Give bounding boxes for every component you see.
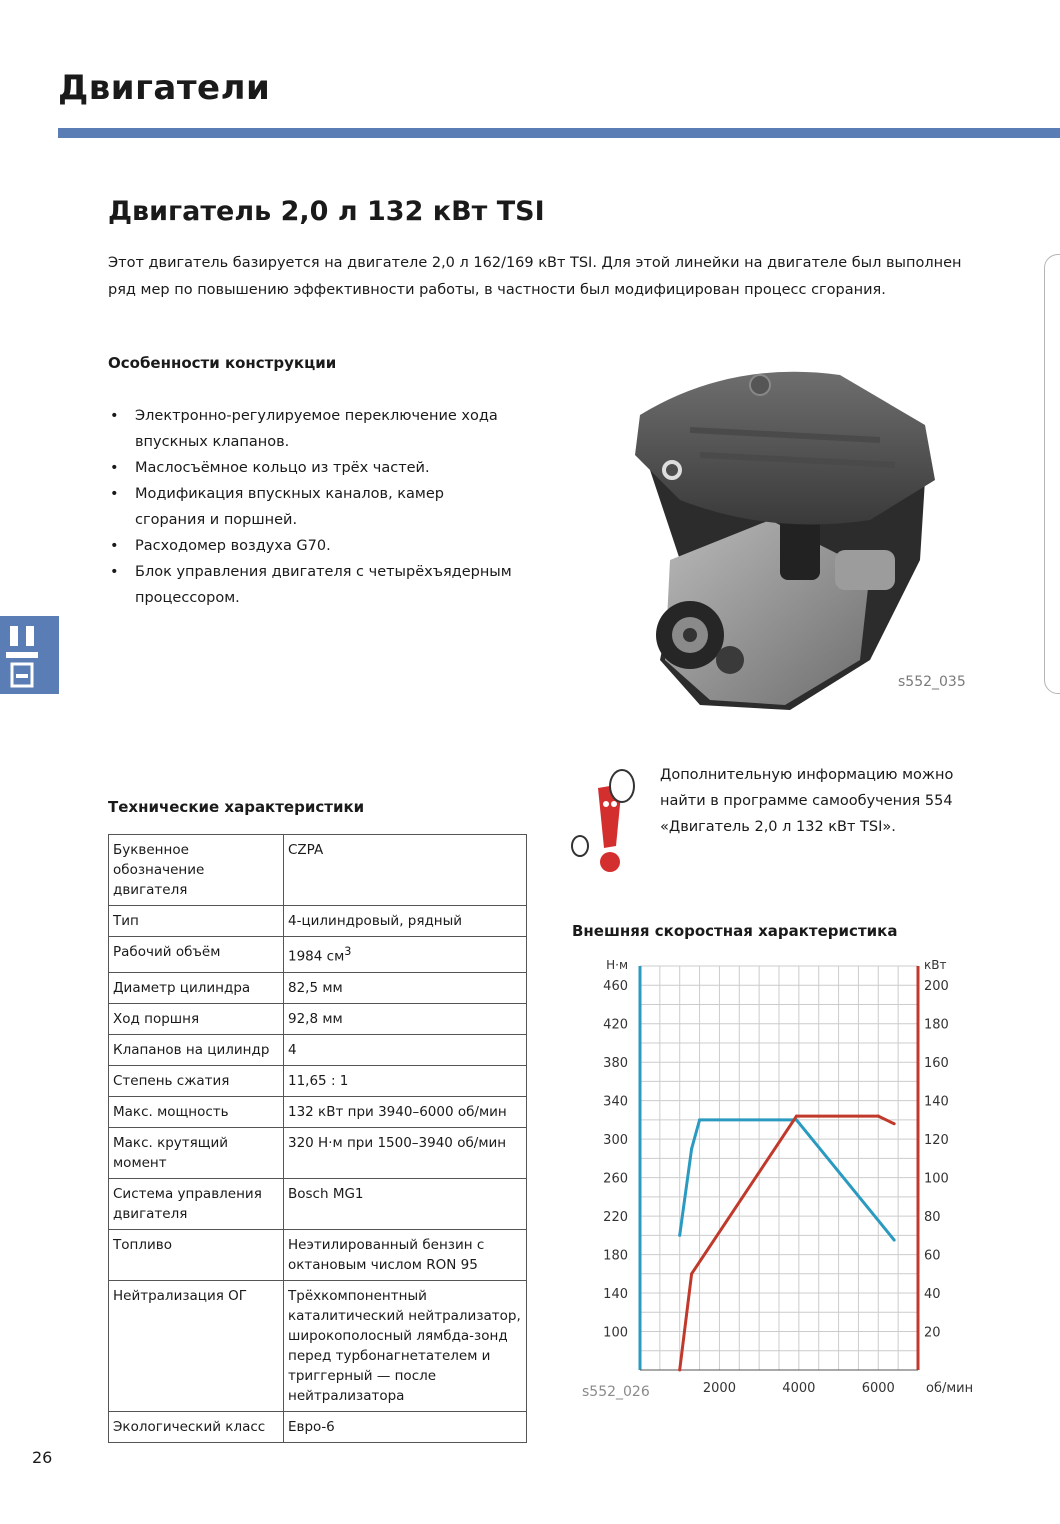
power-point bbox=[678, 1369, 681, 1372]
power-point bbox=[893, 1122, 896, 1125]
engine-image bbox=[620, 360, 940, 715]
table-row bbox=[109, 1229, 527, 1280]
torque-curve bbox=[680, 1120, 895, 1240]
table-row bbox=[109, 972, 527, 1003]
y-right-tick-label: 160 bbox=[924, 1056, 949, 1072]
list-item: • Блок управления двигателя с четырёхъядерным процессором. bbox=[108, 559, 518, 611]
spec-key: Макс. мощность bbox=[109, 1096, 284, 1127]
spec-value: 4 bbox=[284, 1034, 527, 1065]
power-point bbox=[690, 1272, 693, 1275]
spec-key: Буквенное обозначение двигателя bbox=[109, 835, 284, 906]
y-left-tick-label: 300 bbox=[603, 1133, 628, 1149]
chart-title: Внешняя скоростная характеристика bbox=[572, 922, 898, 940]
y-right-tick-label: 200 bbox=[924, 979, 949, 995]
x-tick-label: 2000 bbox=[702, 1381, 736, 1396]
table-row bbox=[109, 937, 527, 973]
x-tick-label: 4000 bbox=[782, 1381, 816, 1396]
spec-value: Трёхкомпонентный каталитический нейтрализатор, широкополосный лямбда-зонд перед турбонагнетателем и триггерный — после нейтрализатора bbox=[284, 1280, 527, 1411]
power-point bbox=[877, 1115, 880, 1118]
right-edge-tab bbox=[1044, 254, 1060, 694]
page-number: 26 bbox=[32, 1448, 53, 1467]
table-row bbox=[109, 906, 527, 937]
spec-value: CZPA bbox=[284, 835, 527, 906]
table-row bbox=[109, 1003, 527, 1034]
table-row bbox=[109, 1065, 527, 1096]
spec-value: Неэтилированный бензин с октановым числом RON 95 bbox=[284, 1229, 527, 1280]
unit-superscript: 3 bbox=[344, 945, 352, 958]
x-axis-label: об/мин bbox=[926, 1381, 974, 1396]
spec-value: Bosch MG1 bbox=[284, 1178, 527, 1229]
table-row bbox=[109, 1411, 527, 1442]
y-right-tick-label: 40 bbox=[924, 1287, 941, 1303]
features-heading: Особенности конструкции bbox=[108, 354, 337, 372]
features-list bbox=[108, 403, 518, 611]
spec-value: Евро-6 bbox=[284, 1411, 527, 1442]
spec-key: Топливо bbox=[109, 1229, 284, 1280]
y-left-tick-label: 460 bbox=[603, 979, 628, 995]
table-row bbox=[109, 1034, 527, 1065]
spec-key: Экологический класс bbox=[109, 1411, 284, 1442]
y-left-tick-label: 380 bbox=[603, 1056, 628, 1072]
speed-characteristic-chart bbox=[570, 950, 990, 1410]
list-item: • Модификация впускных каналов, камер сгорания и поршней. bbox=[108, 481, 518, 533]
y-right-axis-label: кВт bbox=[924, 958, 947, 972]
photo-caption: s552_035 bbox=[898, 674, 966, 690]
table-row bbox=[109, 835, 527, 906]
table-row bbox=[109, 1127, 527, 1178]
y-right-tick-label: 20 bbox=[924, 1325, 941, 1341]
torque-point bbox=[698, 1118, 701, 1121]
page-header-title: Двигатели bbox=[58, 68, 271, 108]
spec-key: Диаметр цилиндра bbox=[109, 972, 284, 1003]
y-left-tick-label: 420 bbox=[603, 1017, 628, 1033]
spec-key: Ход поршня bbox=[109, 1003, 284, 1034]
spec-value: 11,65 : 1 bbox=[284, 1065, 527, 1096]
list-item: • Электронно-регулируемое переключение хода впускных клапанов. bbox=[108, 403, 518, 455]
table-row bbox=[109, 1280, 527, 1411]
header-rule bbox=[58, 128, 1060, 138]
engine-chapter-icon bbox=[0, 616, 59, 694]
y-right-tick-label: 140 bbox=[924, 1094, 949, 1110]
spec-key: Степень сжатия bbox=[109, 1065, 284, 1096]
table-row bbox=[109, 1096, 527, 1127]
spec-key: Клапанов на цилиндр bbox=[109, 1034, 284, 1065]
spec-key: Рабочий объём bbox=[109, 937, 284, 973]
y-left-tick-label: 100 bbox=[603, 1325, 628, 1341]
spec-value: 4-цилиндровый, рядный bbox=[284, 906, 527, 937]
section-title: Двигатель 2,0 л 132 кВт TSI bbox=[108, 196, 545, 227]
spec-value: 132 кВт при 3940–6000 об/мин bbox=[284, 1096, 527, 1127]
specs-heading: Технические характеристики bbox=[108, 798, 365, 816]
list-item: • Маслосъёмное кольцо из трёх частей. bbox=[108, 455, 518, 481]
y-right-tick-label: 180 bbox=[924, 1017, 949, 1033]
torque-point bbox=[893, 1239, 896, 1242]
spec-key: Нейтрализация ОГ bbox=[109, 1280, 284, 1411]
y-right-tick-label: 120 bbox=[924, 1133, 949, 1149]
y-right-tick-label: 100 bbox=[924, 1171, 949, 1187]
intro-paragraph: Этот двигатель базируется на двигателе 2,0 л 162/169 кВт TSI. Для этой линейки на двигателе был выполнен ряд мер по повышению эффективности работы, в частности был модифицирован процесс сгорания. bbox=[108, 255, 962, 298]
spec-value: 82,5 мм bbox=[284, 972, 527, 1003]
specs-table bbox=[108, 834, 527, 1443]
spec-key: Макс. крутящий момент bbox=[109, 1127, 284, 1178]
chart-code: s552_026 bbox=[582, 1384, 650, 1400]
table-row bbox=[109, 1178, 527, 1229]
spec-value: 320 Н·м при 1500–3940 об/мин bbox=[284, 1127, 527, 1178]
list-item: • Расходомер воздуха G70. bbox=[108, 533, 518, 559]
y-left-tick-label: 260 bbox=[603, 1171, 628, 1187]
spec-key: Тип bbox=[109, 906, 284, 937]
spec-value: 92,8 мм bbox=[284, 1003, 527, 1034]
y-left-tick-label: 180 bbox=[603, 1248, 628, 1264]
y-left-tick-label: 340 bbox=[603, 1094, 628, 1110]
torque-point bbox=[678, 1234, 681, 1237]
power-point bbox=[795, 1115, 798, 1118]
y-left-axis-label: Н·м bbox=[606, 958, 628, 972]
y-left-tick-label: 140 bbox=[603, 1287, 628, 1303]
torque-point bbox=[690, 1147, 693, 1150]
exclamation-hand-icon bbox=[570, 766, 642, 878]
note-text: Дополнительную информацию можно найти в программе самообучения 554 «Двигатель 2,0 л 132 кВт TSI». bbox=[660, 767, 954, 835]
y-left-tick-label: 220 bbox=[603, 1210, 628, 1226]
y-right-tick-label: 60 bbox=[924, 1248, 941, 1264]
spec-value: 1984 $см^3$ bbox=[284, 937, 527, 973]
x-tick-label: 6000 bbox=[861, 1381, 895, 1396]
spec-key: Система управления двигателя bbox=[109, 1178, 284, 1229]
y-right-tick-label: 80 bbox=[924, 1210, 941, 1226]
